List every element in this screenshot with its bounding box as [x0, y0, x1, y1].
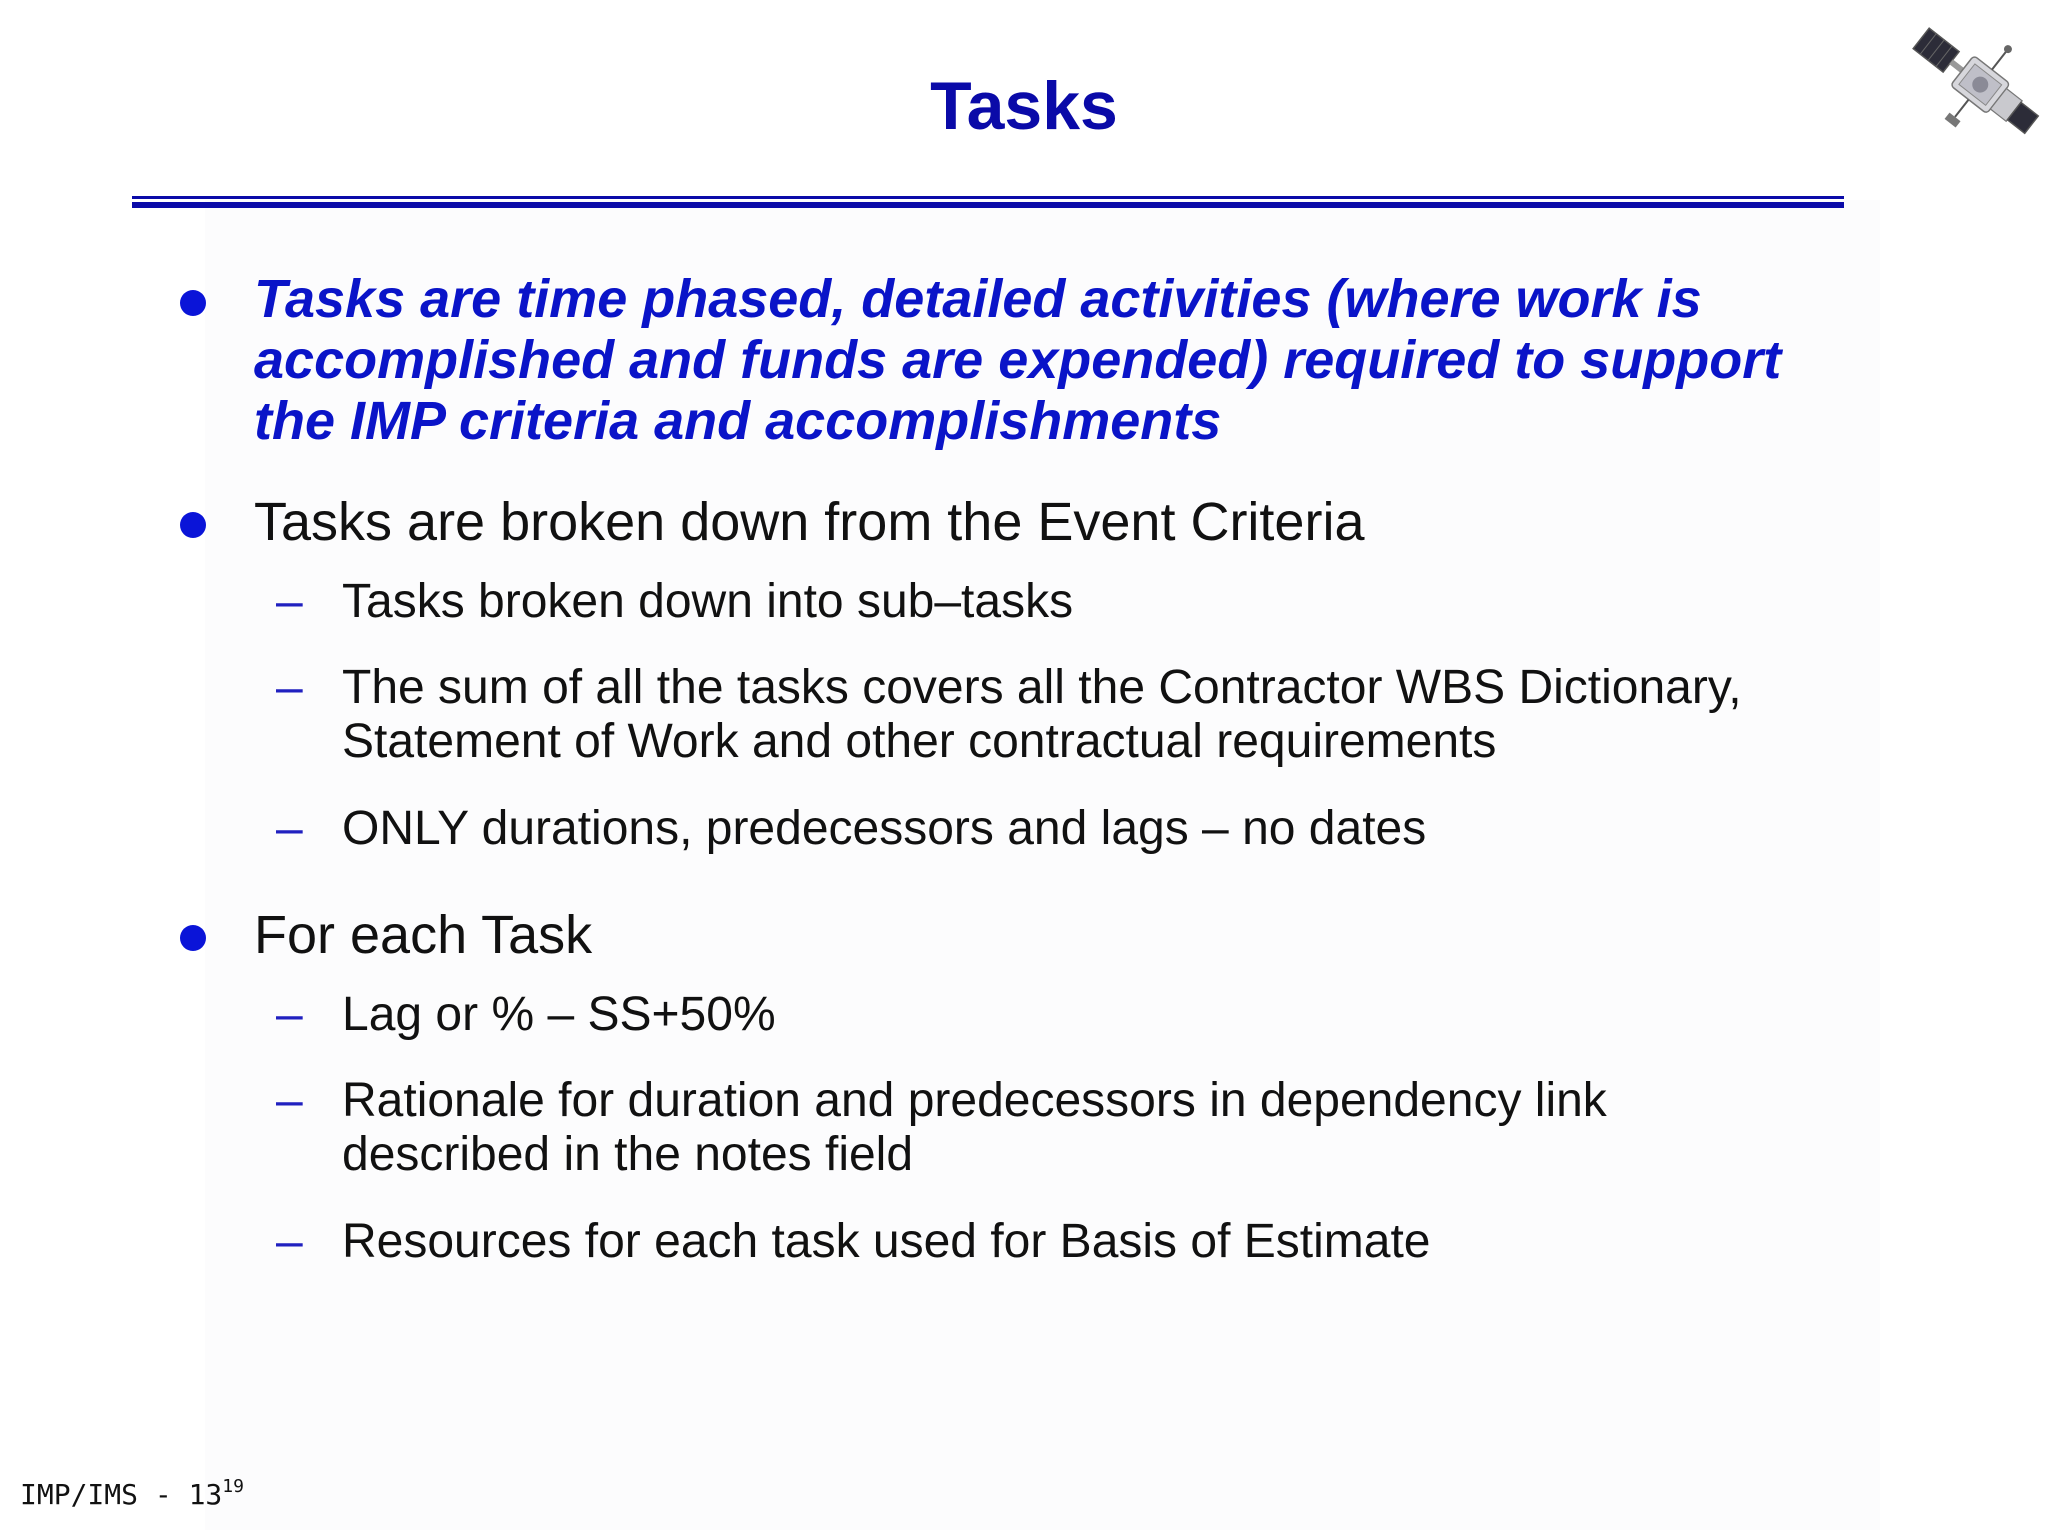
bullet-dot	[180, 925, 206, 951]
bullet-2-sub-2-line-2: Statement of Work and other contractual requirements	[342, 715, 1497, 768]
bullet-1-line-1: Tasks are time phased, detailed activities (where work is	[254, 269, 1702, 329]
dash-marker: –	[276, 575, 303, 628]
satellite-icon	[1895, 8, 2045, 168]
bullet-2-sub-1: Tasks broken down into sub–tasks	[342, 575, 1074, 628]
dash-marker: –	[276, 988, 303, 1041]
slide-title: Tasks	[930, 68, 1118, 144]
bullet-3-sub-2-line-2: described in the notes field	[342, 1128, 914, 1181]
page-footer	[20, 1476, 244, 1511]
bullet-3-text: For each Task	[254, 905, 593, 965]
bullet-3-sub-3: Resources for each task used for Basis of Estimate	[342, 1215, 1431, 1268]
footer-total: 19	[222, 1476, 244, 1497]
title-rule-thin	[132, 196, 1844, 199]
dash-marker: –	[276, 661, 303, 714]
bullet-2-text: Tasks are broken down from the Event Criteria	[254, 492, 1365, 552]
footer-label: IMP/IMS - 13	[20, 1478, 223, 1511]
bullet-2-sub-3: ONLY durations, predecessors and lags – no dates	[342, 802, 1427, 855]
title-rule-thick	[132, 202, 1844, 208]
bullet-2-sub-2-line-1: The sum of all the tasks covers all the Contractor WBS Dictionary,	[342, 661, 1742, 714]
dash-marker: –	[276, 1215, 303, 1268]
bullet-1-line-3: the IMP criteria and accomplishments	[254, 391, 1222, 451]
dash-marker: –	[276, 1074, 303, 1127]
dash-marker: –	[276, 802, 303, 855]
bullet-1-line-2: accomplished and funds are expended) required to support	[254, 330, 1782, 390]
bullet-dot	[180, 290, 206, 316]
bullet-dot	[180, 512, 206, 538]
bullet-3-sub-2-line-1: Rationale for duration and predecessors in dependency link	[342, 1074, 1607, 1127]
bullet-3-sub-1: Lag or % – SS+50%	[342, 988, 776, 1041]
